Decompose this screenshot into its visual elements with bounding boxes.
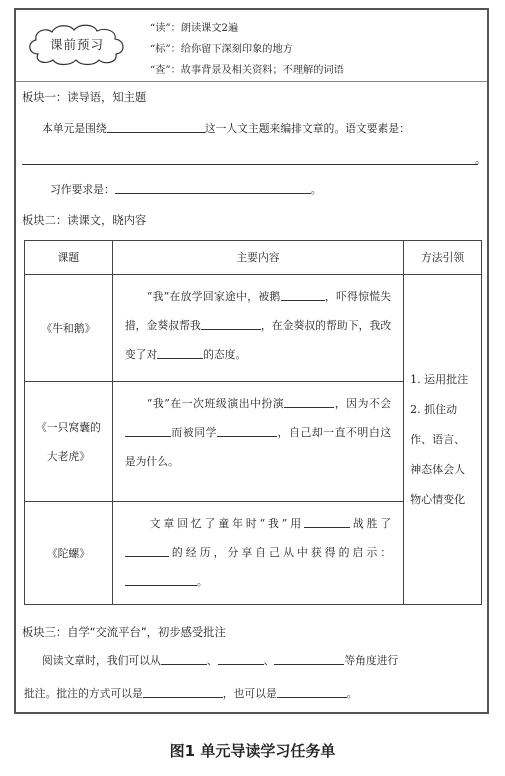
reading-table: [24, 240, 482, 605]
section1-line1: 本单元是围绕 这一人文主题来编排文章的。语文要素是：: [42, 122, 410, 135]
table-row: [25, 275, 482, 382]
tip-check: “查”：故事背景及相关资料；不理解的词语: [150, 65, 344, 76]
writing-blank[interactable]: [115, 182, 311, 194]
section1-title: 板块一：读导语，知主题: [22, 91, 147, 104]
preview-tips: [150, 18, 344, 81]
lesson-content: “我”在一次班级演出中扮演 ，因为不会而被同学 ，自己却一直不明白这是为什么。: [112, 382, 403, 502]
preview-badge: [24, 22, 130, 66]
table-header-row: [25, 241, 482, 275]
section3-title: 板块三：自学“交流平台”，初步感受批注: [22, 626, 226, 639]
element-blank[interactable]: [22, 164, 478, 165]
theme-blank[interactable]: [107, 121, 205, 133]
lesson-content: “我”在放学回家途中，被鹅 ，吓得惊慌失措，金葵叔帮我 ，在金葵叔的帮助下，我改变了对 的态度。: [112, 275, 403, 382]
header-divider: [16, 81, 487, 82]
angle-blank[interactable]: [274, 653, 344, 665]
tip-read: “读”：朗读课文2遍: [150, 23, 239, 34]
section1-line2-end: 。: [475, 153, 486, 166]
angle-blank[interactable]: [161, 653, 207, 665]
section3-line2: 批注。批注的方式可以是 ，也可以是 。: [24, 687, 358, 700]
column-header: 主要内容: [112, 241, 403, 275]
angle-blank[interactable]: [218, 653, 264, 665]
lesson-title: 《陀螺》: [25, 502, 113, 605]
column-header: 课题: [25, 241, 113, 275]
section2-title: 板块二：读课文，晓内容: [22, 214, 147, 227]
method-item: 1. 运用批注: [410, 372, 469, 386]
column-header: 方法引领: [404, 241, 482, 275]
tip-mark: “标”：给你留下深刻印象的地方: [150, 44, 293, 55]
method-cell: [404, 275, 482, 605]
method-blank[interactable]: [277, 686, 347, 698]
method-blank[interactable]: [143, 686, 223, 698]
lesson-title: 《牛和鹅》: [25, 275, 113, 382]
figure-caption: 图1 单元导读学习任务单: [169, 742, 336, 760]
section1-line3: 习作要求是： 。: [50, 183, 322, 196]
section3-line1: 阅读文章时，我们可以从 、 、 等角度进行: [42, 654, 399, 667]
task-sheet: [14, 8, 489, 714]
preview-badge-label: 课前预习: [49, 37, 104, 52]
lesson-content: 文章回忆了童年时“我”用 战胜了 的经历，分享自己从中获得的启示：。: [112, 502, 403, 605]
method-item: 2. 抓住动作、语言、神态体会人物心情变化: [410, 402, 466, 506]
lesson-title: 《一只窝囊的大老虎》: [25, 382, 113, 502]
